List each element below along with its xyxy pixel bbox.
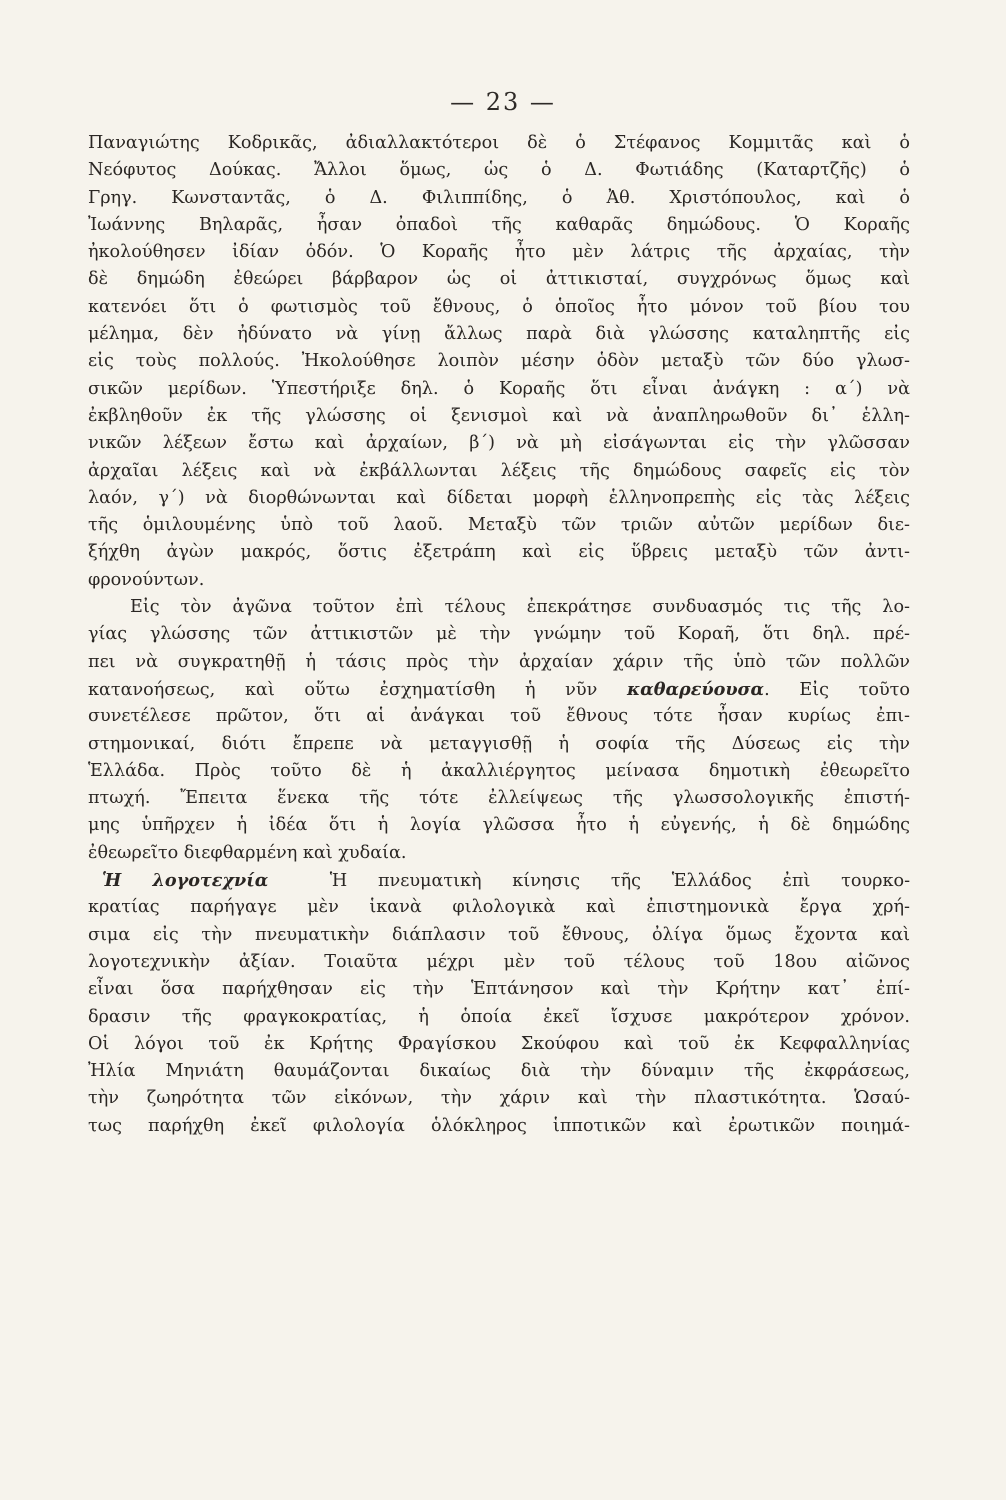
text-line: Ἰωάννης Βηλαρᾶς, ἦσαν ὀπαδοὶ τῆς καθαρᾶς δημώδους. Ὁ Κοραῆς	[88, 214, 910, 235]
text-line: σικῶν μερίδων. Ὑπεστήριξε δηλ. ὁ Κοραῆς ὅτι εἶναι ἀνάγκη : α΄) νὰ	[88, 378, 910, 399]
paragraph	[88, 594, 910, 867]
line-text: Ἡ πνευματικὴ κίνησις τῆς Ἑλλάδος ἐπὶ τουρκο-	[329, 871, 911, 892]
text-line: εἶναι ὅσα παρήχθησαν εἰς τὴν Ἑπτάνησον καὶ τὴν Κρήτην κατ᾽ ἐπί-	[88, 979, 910, 1000]
text-line: μης ὑπῆρχεν ἡ ἰδέα ὅτι ἡ λογία γλῶσσα ἦτο ἡ εὐγενής, ἡ δὲ δημώδης	[88, 815, 910, 836]
text-line: ἐκβληθοῦν ἐκ τῆς γλώσσης οἱ ξενισμοὶ καὶ νὰ ἀναπληρωθοῦν δι᾽ ἑλλη-	[88, 405, 910, 426]
text-line: Παναγιώτης Κοδρικᾶς, ἀδιαλλακτότεροι δὲ ὁ Στέφανος Κομμιτᾶς καὶ ὁ	[88, 133, 910, 153]
text-line: εἰς τοὺς πολλούς. Ἠκολούθησε λοιπὸν μέσην ὁδὸν μεταξὺ τῶν δύο γλωσ-	[88, 351, 910, 372]
text-line: Νεόφυτος Δούκας. Ἄλλοι ὅμως, ὡς ὁ Δ. Φωτιάδης (Καταρτζῆς) ὁ	[88, 160, 910, 181]
paragraph	[88, 130, 910, 594]
text-line: τῆς ὁμιλουμένης ὑπὸ τοῦ λαοῦ. Μεταξὺ τῶν τριῶν αὐτῶν μερίδων διε-	[88, 515, 910, 536]
text-line: τὴν ζωηρότητα τῶν εἰκόνων, τὴν χάριν καὶ τὴν πλαστικότητα. Ὡσαύ-	[88, 1088, 910, 1109]
text-line: γίας γλώσσης τῶν ἀττικιστῶν μὲ τὴν γνώμην τοῦ Κοραῆ, ὅτι δηλ. πρέ-	[88, 624, 910, 645]
text-line: ἀρχαῖαι λέξεις καὶ νὰ ἐκβάλλωνται λέξεις τῆς δημώδους σαφεῖς εἰς τὸν	[88, 460, 910, 481]
text-line: συνετέλεσε πρῶτον, ὅτι αἱ ἀνάγκαι τοῦ ἔθνους τότε ἦσαν κυρίως ἐπι-	[88, 706, 910, 727]
text-line: Εἰς τὸν ἀγῶνα τοῦτον ἐπὶ τέλους ἐπεκράτησε συνδυασμός τις τῆς λο-	[130, 597, 910, 618]
text-line: ἐθεωρεῖτο διεφθαρμένη καὶ χυδαία.	[88, 842, 407, 863]
text-line-with-emphasis	[88, 676, 910, 703]
text-line: μέλημα, δὲν ἠδύνατο νὰ γίνῃ ἄλλως παρὰ διὰ γλώσσης καταληπτῆς εἰς	[88, 324, 910, 345]
text-line: Οἱ λόγοι τοῦ ἐκ Κρήτης Φραγίσκου Σκούφου καὶ τοῦ ἐκ Κεφφαλληνίας	[88, 1033, 910, 1054]
section-heading: Ἡ λογοτεχνία	[102, 870, 269, 892]
line-text: κατανοήσεως, καὶ οὕτω ἐσχηματίσθη ἡ νῦν	[88, 679, 598, 700]
text-line: Ἑλλάδα. Πρὸς τοῦτο δὲ ἡ ἀκαλλιέργητος μείνασα δημοτικὴ ἐθεωρεῖτο	[88, 760, 910, 781]
emphasized-term: καθαρεύουσα	[627, 678, 765, 700]
text-line: νικῶν λέξεων ἔστω καὶ ἀρχαίων, β΄) νὰ μὴ εἰσάγωνται εἰς τὴν γλῶσσαν	[88, 433, 910, 454]
text-line: ἠκολούθησεν ἰδίαν ὁδόν. Ὁ Κοραῆς ἦτο μὲν λάτρις τῆς ἀρχαίας, τὴν	[88, 242, 910, 263]
line-text-after: . Εἰς τοῦτο	[764, 679, 911, 700]
text-line: σιμα εἰς τὴν πνευματικὴν διάπλασιν τοῦ ἔθνους, ὀλίγα ὅμως ἔχοντα καὶ	[88, 924, 910, 945]
text-line: Ἠλία Μηνιάτη θαυμάζονται δικαίως διὰ τὴν δύναμιν τῆς ἐκφράσεως,	[88, 1061, 910, 1082]
text-line: πτωχή. Ἔπειτα ἕνεκα τῆς τότε ἐλλείψεως τῆς γλωσσολογικῆς ἐπιστή-	[88, 788, 910, 809]
text-line: Γρηγ. Κωνσταντᾶς, ὁ Δ. Φιλιππίδης, ὁ Ἀθ. Χριστόπουλος, καὶ ὁ	[88, 187, 910, 208]
text-line: κατενόει ὅτι ὁ φωτισμὸς τοῦ ἔθνους, ὁ ὁποῖος ἦτο μόνον τοῦ βίου του	[88, 296, 910, 317]
body-text	[88, 130, 910, 1140]
text-line: φρονούντων.	[88, 569, 205, 590]
text-line: λαόν, γ΄) νὰ διορθώνωνται καὶ δίδεται μορφὴ ἑλληνοπρεπὴς εἰς τὰς λέξεις	[88, 487, 910, 508]
text-line: πει νὰ συγκρατηθῇ ἡ τάσις πρὸς τὴν ἀρχαίαν χάριν τῆς ὑπὸ τῶν πολλῶν	[88, 651, 910, 672]
text-line: λογοτεχνικὴν ἀξίαν. Τοιαῦτα μέχρι μὲν τοῦ τέλους τοῦ 18ου αἰῶνος	[88, 951, 910, 972]
text-line: ξήχθη ἀγὼν μακρός, ὅστις ἐξετράπη καὶ εἰς ὕβρεις μεταξὺ τῶν ἀντι-	[88, 542, 910, 563]
text-line-with-heading	[88, 867, 910, 894]
text-line: στημονικαί, διότι ἔπρεπε νὰ μεταγγισθῇ ἡ σοφία τῆς Δύσεως εἰς τὴν	[88, 733, 910, 754]
paragraph	[88, 867, 910, 1140]
text-line: κρατίας παρήγαγε μὲν ἱκανὰ φιλολογικὰ καὶ ἐπιστημονικὰ ἔργα χρή-	[88, 897, 910, 918]
text-line: τως παρήχθη ἐκεῖ φιλολογία ὁλόκληρος ἱπποτικῶν καὶ ἐρωτικῶν ποιημά-	[88, 1115, 910, 1136]
text-line: δὲ δημώδη ἐθεώρει βάρβαρον ὡς οἱ ἀττικισταί, συγχρόνως ὅμως καὶ	[88, 269, 910, 290]
text-line: δρασιν τῆς φραγκοκρατίας, ἡ ὁποία ἐκεῖ ἴσχυσε μακρότερον χρόνον.	[88, 1006, 910, 1027]
page-number: — 23 —	[450, 88, 556, 116]
